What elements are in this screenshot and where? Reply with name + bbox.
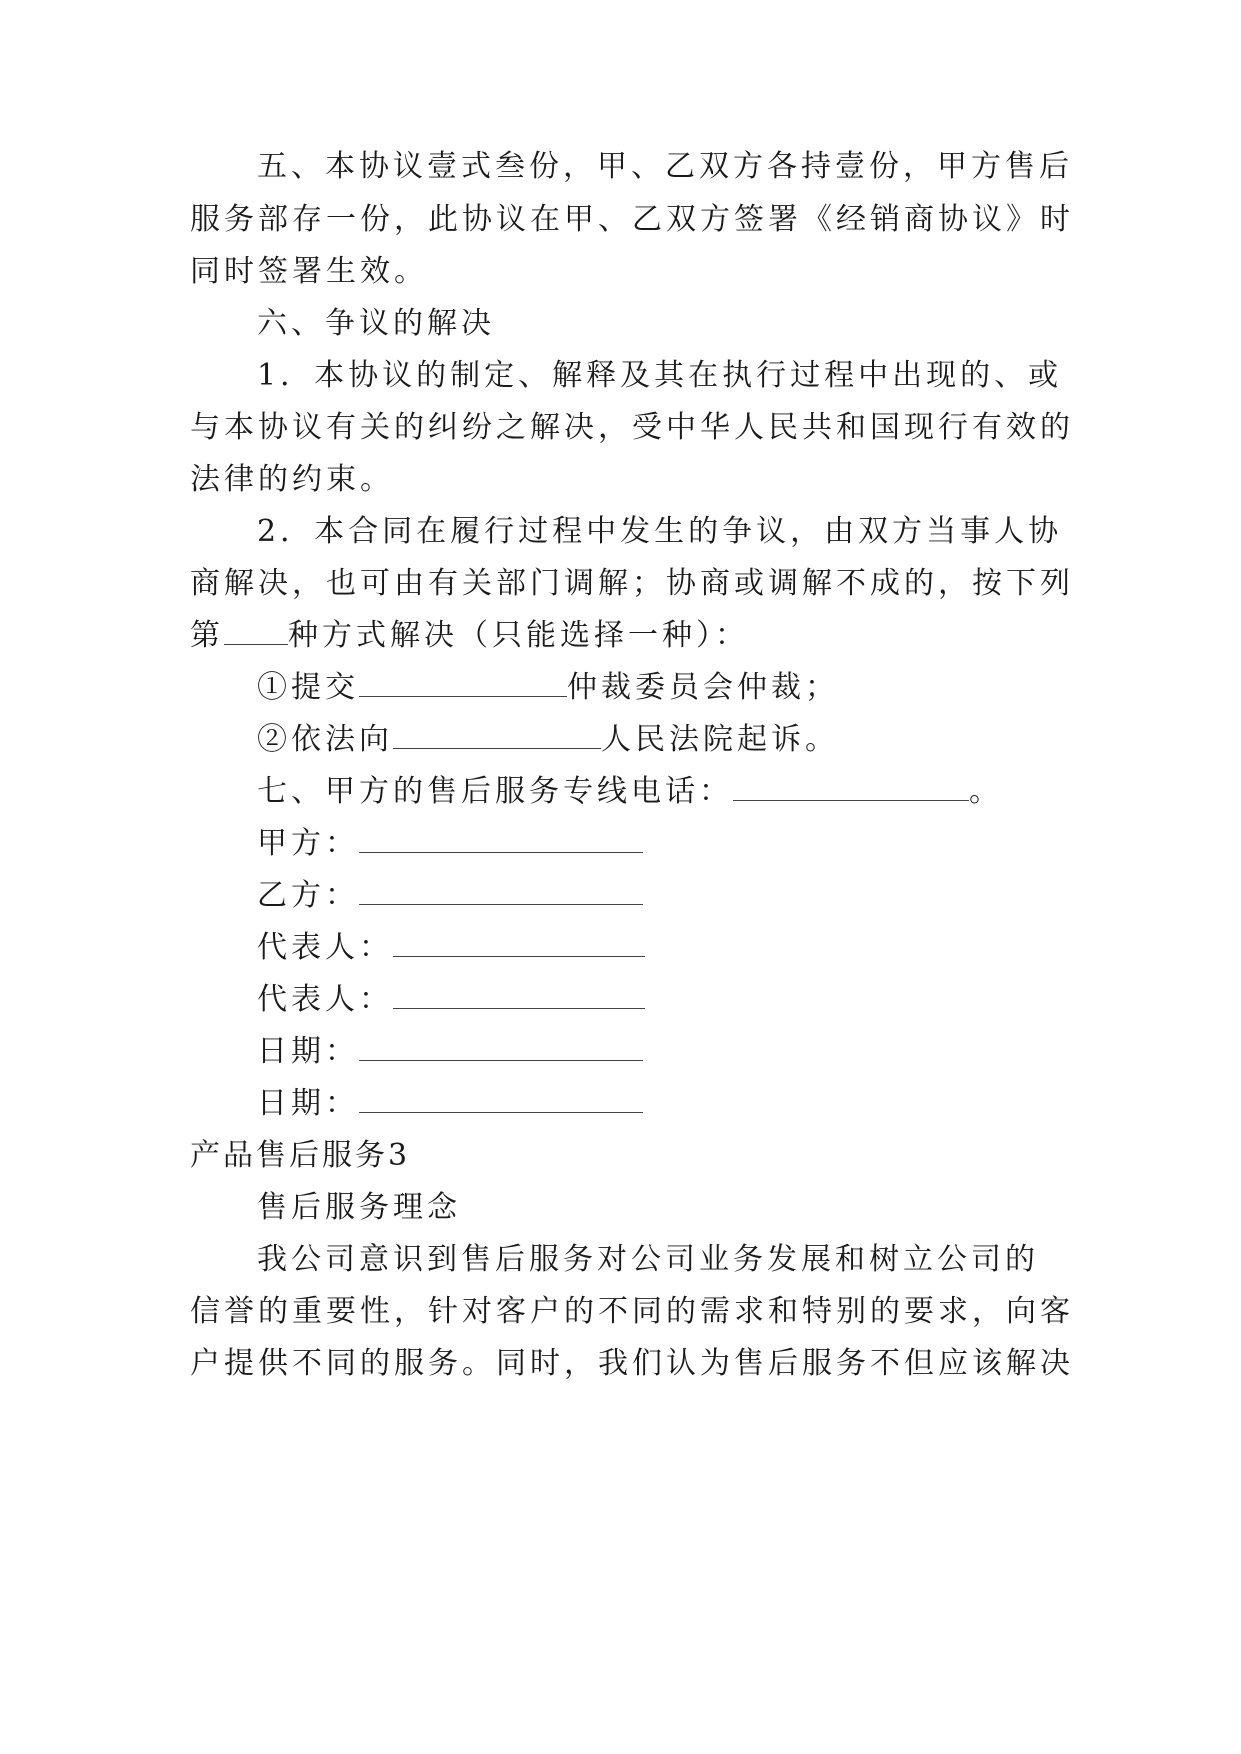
- clause7-line: [257, 772, 1003, 812]
- clause7-prefix: 七、甲方的售后服务专线电话：: [257, 774, 733, 809]
- signature-row-date-2: [257, 1084, 643, 1124]
- clause5-line2: 服务部存一份，此协议在甲、乙双方签署《经销商协议》时: [190, 202, 1074, 237]
- method-choice-blank: [224, 618, 288, 645]
- clause5-line1: 五、本协议壹式叁份，甲、乙双方各持壹份，甲方售后: [257, 149, 1073, 184]
- signature-label: 日期：: [257, 1034, 359, 1069]
- option2-line: [257, 720, 839, 760]
- clause5-line3: 同时签署生效。: [190, 254, 428, 289]
- signature-blank: [393, 930, 645, 957]
- signature-blank: [359, 878, 643, 905]
- signature-row-party-a: [257, 824, 643, 864]
- arbitration-blank: [359, 670, 567, 697]
- option1-prefix: ①提交: [257, 670, 359, 705]
- signature-row-party-b: [257, 876, 643, 916]
- option2-suffix: 人民法院起诉。: [601, 722, 839, 757]
- clause6-item2-line3: [190, 616, 749, 656]
- option1-line: [257, 668, 839, 708]
- signature-row-representative-1: [257, 928, 645, 968]
- clause6-item1-line2: 与本协议有关的纠纷之解决，受中华人民共和国现行有效的: [190, 410, 1074, 445]
- signature-blank: [393, 982, 645, 1009]
- option1-suffix: 仲裁委员会仲裁；: [567, 670, 839, 705]
- clause7-suffix: 。: [969, 774, 1003, 809]
- signature-label: 甲方：: [257, 826, 359, 861]
- signature-row-representative-2: [257, 980, 645, 1020]
- method-choice-suffix: 种方式解决（只能选择一种）：: [288, 618, 749, 653]
- hotline-blank: [733, 774, 969, 801]
- signature-blank: [359, 1086, 643, 1113]
- section3-para-line2: 信誉的重要性，针对客户的不同的需求和特别的要求，向客: [190, 1294, 1074, 1329]
- signature-label: 乙方：: [257, 878, 359, 913]
- signature-label: 日期：: [257, 1086, 359, 1121]
- signature-blank: [359, 826, 643, 853]
- signature-label: 代表人：: [257, 930, 393, 965]
- clause6-item1-line1: 1．本协议的制定、解释及其在执行过程中出现的、或: [257, 358, 1063, 393]
- court-blank: [393, 722, 601, 749]
- method-choice-prefix: 第: [190, 618, 224, 653]
- clause6-item2-line2: 商解决，也可由有关部门调解；协商或调解不成的，按下列: [190, 566, 1074, 601]
- clause6-item2-line1: 2．本合同在履行过程中发生的争议，由双方当事人协: [257, 514, 1063, 549]
- signature-row-date-1: [257, 1032, 643, 1072]
- section3-title: 产品售后服务3: [190, 1138, 411, 1173]
- option2-prefix: ②依法向: [257, 722, 393, 757]
- signature-blank: [359, 1034, 643, 1061]
- section3-para-line3: 户提供不同的服务。同时，我们认为售后服务不但应该解决: [190, 1346, 1074, 1381]
- clause6-item1-line3: 法律的约束。: [190, 462, 394, 497]
- clause6-heading: 六、争议的解决: [257, 306, 495, 341]
- section3-para-line1: 我公司意识到售后服务对公司业务发展和树立公司的: [257, 1242, 1039, 1277]
- signature-label: 代表人：: [257, 982, 393, 1017]
- section3-subtitle: 售后服务理念: [257, 1190, 461, 1225]
